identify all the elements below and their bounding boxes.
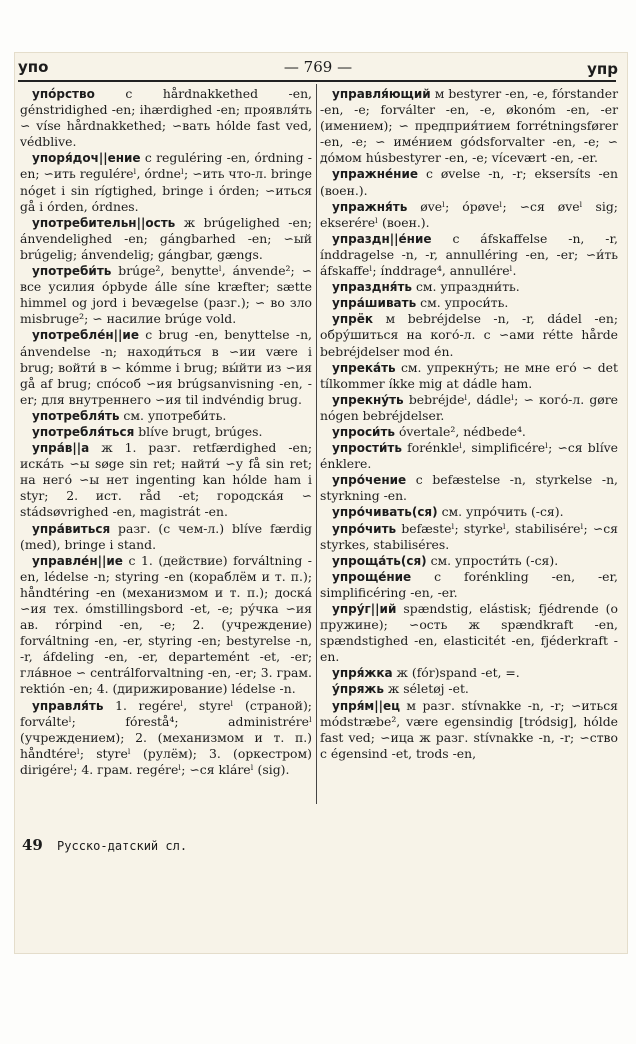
dictionary-entry — [320, 199, 618, 231]
entry-headword: упрости́ть — [332, 441, 402, 456]
entry-headword: употреби́ть — [32, 264, 112, 279]
entry-definition: c 1. (действие) forváltning -en, lédelse -n; styring -en (кораблём и т. п.); håndtéring -en (механизмом и т. п.); доска́ ∽ия тех. ómstillingsbord -et, -e; ру́чка ∽ия ав. rórpind -en, -e; 2. (учреждение) forváltning -en, -er, styring -en; bestyrelse -n, -r, áfdeling -en, -er, departemént -et, -er; гла́вное ∽ centrálforvaltning -en, -er; 3. грам. rektión -en; 4. (дирижирование) lédelse -n. — [20, 552, 312, 697]
entry-definition: см. употреби́ть. — [123, 407, 227, 423]
entry-headword: упра́шивать — [332, 296, 417, 311]
entry-definition: c hårdnakkethed -en, génstridighed -en; ihærdighed -en; проявля́ть ∽ víse hårdnakkethed; ∽вать hólde fast ved, védblive. — [20, 86, 312, 150]
dictionary-entry — [320, 231, 618, 279]
page-footer — [22, 836, 322, 854]
entry-definition: c áfskaffelse -n, -r, índdragelse -n, -r, annulléring -en, -er; ∽и́ть áfskaffeˡ; índdrage⁴, annulléreˡ. — [320, 230, 618, 279]
entry-definition: befæsteˡ; styrkeˡ, stabiliséreˡ; ∽ся styrkes, stabiliséres. — [320, 520, 618, 552]
entry-definition: разг. (с чем-л.) blíve færdig (med), bringe i stand. — [20, 520, 312, 552]
entry-definition: c brug -en, benyttelse -n, ánvendelse -n; находи́ться в ∽ии være i brug; войти́ в ∽ kómme i brug; вы́йти из ∽ия gå af brug; спо́соб ∽ия brúgsanvisning -en, -er; для внутреннего ∽ия til indvéndig brug. — [20, 327, 312, 407]
dictionary-entry — [20, 150, 312, 214]
entry-definition: spændstig, elástisk; fjédrende (о пружине); ∽ость ж spændkraft -en, spændstighed -en, elasticitét -en, fjéderkraft -en. — [320, 601, 618, 665]
dictionary-entry — [20, 215, 312, 263]
entry-definition: óvertale², nédbede⁴. — [398, 423, 526, 439]
dictionary-entry — [20, 408, 312, 424]
dictionary-entry — [320, 279, 618, 295]
entry-definition: ж brúgelighed -en; ánvendelighed -en; gángbarhed -en; ∽ый brúgelig; ánvendelig; gángbar, gængs. — [20, 214, 312, 262]
entry-definition: см. упроси́ть. — [420, 295, 509, 311]
entry-headword: упроща́ть(ся) — [332, 553, 427, 568]
dictionary-entry — [20, 86, 312, 150]
entry-headword: упражня́ть — [332, 199, 408, 214]
page-number: — 769 — — [283, 58, 353, 76]
entry-definition: см. упраздни́ть. — [415, 279, 520, 295]
right-column — [320, 86, 618, 762]
entry-headword: упра́виться — [32, 521, 111, 536]
left-column — [20, 86, 312, 778]
dictionary-entry — [320, 424, 618, 440]
entry-definition: м bebréjdelse -n, -r, dádel -en; обру́шиться на кого́-л. с ∽ами rétte hårde bebréjdelser mod én. — [320, 311, 618, 359]
dictionary-entry — [320, 311, 618, 359]
entry-headword: упрека́ть — [332, 360, 396, 375]
entry-definition: ж séletøj -et. — [387, 681, 469, 697]
dictionary-entry — [320, 601, 618, 665]
dictionary-entry — [20, 521, 312, 553]
running-header — [18, 58, 618, 80]
header-left-guide-word: упо — [18, 58, 49, 76]
entry-headword: упро́чить — [332, 521, 397, 536]
dictionary-entry — [320, 472, 618, 504]
entry-headword: упроси́ть — [332, 424, 396, 439]
entry-headword: упря́м||ец — [332, 698, 401, 713]
dictionary-entry — [320, 665, 618, 681]
dictionary-entry — [20, 553, 312, 698]
dictionary-entry — [320, 360, 618, 392]
entry-definition: c øvelse -n, -r; eksersíts -en (воен.). — [320, 166, 618, 198]
entry-headword: управле́н||ие — [32, 553, 123, 568]
entry-definition: øveˡ; ópøveˡ; ∽ся øveˡ sig; ekseréreˡ (воен.). — [320, 198, 618, 230]
entry-headword: упрекну́ть — [332, 392, 404, 407]
dictionary-entry — [320, 553, 618, 569]
dictionary-entry — [320, 504, 618, 520]
dictionary-entry — [20, 440, 312, 520]
entry-definition: brúge², benytteˡ, ánvende²; ∽ все усилия ópbyde álle síne kræfter; sætte himmel og jord i bevægelse (разг.); ∽ во зло misbruge²; ∽ насилие brúge vold. — [20, 263, 312, 327]
dictionary-entry — [320, 521, 618, 553]
entry-headword: употребле́н||ие — [32, 328, 139, 343]
entry-headword: упраздн||е́ние — [332, 231, 432, 246]
entry-headword: употребительн||ость — [32, 215, 176, 230]
dictionary-entry — [20, 698, 312, 778]
header-right-guide-word: упр — [587, 60, 618, 78]
footer-title: Русско-датский сл. — [57, 839, 188, 853]
dictionary-entry — [20, 424, 312, 440]
entry-definition: forénkleˡ, simplificéreˡ; ∽ся blíve énklere. — [320, 440, 618, 472]
dictionary-entry — [20, 327, 312, 407]
entry-headword: упро́чение — [332, 473, 407, 488]
entry-headword: упрёк — [332, 312, 373, 327]
entry-headword: упоря́доч||ение — [32, 151, 141, 166]
dictionary-entry — [320, 569, 618, 601]
entry-headword: упро́чивать(ся) — [332, 505, 438, 520]
entry-definition: c befæstelse -n, styrkelse -n, styrkning -en. — [320, 472, 618, 504]
entry-headword: упóрство — [32, 87, 95, 101]
entry-definition: c forénkling -en, -er, simplificéring -en, -er. — [320, 568, 618, 600]
entry-definition: 1. regéreˡ, styreˡ (страной); forválteˡ; fórestå⁴; administréreˡ (учреждением); 2. (механизмом и т. п.) håndtéreˡ; styreˡ (рулём); 3. (оркестром) dirigéreˡ; 4. грам. regéreˡ; ∽ся kláreˡ (sig). — [20, 697, 312, 777]
entry-definition: см. упрекну́ть; не мне его́ ∽ det tílkommer íkke mig at dádle ham. — [320, 359, 618, 391]
entry-definition: blíve brugt, brúges. — [138, 423, 263, 439]
dictionary-entry — [320, 392, 618, 424]
entry-headword: управля́ть — [32, 698, 104, 713]
entry-definition: см. упро́чить (-ся). — [441, 504, 564, 520]
dictionary-entry — [320, 86, 618, 166]
entry-headword: употребля́ть — [32, 408, 120, 423]
sheet-number: 49 — [22, 836, 43, 854]
dictionary-entry — [320, 295, 618, 311]
entry-headword: упра́в||а — [32, 441, 90, 456]
entry-headword: упру́г||ий — [332, 602, 397, 616]
dictionary-entry — [320, 440, 618, 472]
entry-headword: у́пряжь — [332, 682, 384, 697]
dictionary-entry — [320, 166, 618, 198]
dictionary-entry — [320, 681, 618, 697]
entry-definition: ж 1. разг. retfærdighed -en; иска́ть ∽ы søge sin ret; найти́ ∽у få sin ret; на него́ ∽ы нет ingenting kan hólde ham i styr; 2. ист. råd -et; городска́я ∽ stádsøvrighed -en, magistrát -en. — [20, 440, 312, 520]
entry-headword: упраздня́ть — [332, 280, 413, 295]
dictionary-entry — [320, 698, 618, 762]
entry-definition: c reguléring -en, órdning -en; ∽ить reguléreˡ, órdneˡ; ∽ить что-л. bringe nóget i sin rígtighed, bringe i órden; ∽иться gå i órden, órdnes. — [20, 150, 312, 214]
entry-definition: bebréjdeˡ, dádleˡ; ∽ кого́-л. gøre nógen bebréjdelser. — [320, 391, 618, 423]
entry-headword: упроще́ние — [332, 569, 412, 584]
entry-headword: управля́ющий — [332, 87, 431, 101]
dictionary-entry — [20, 263, 312, 327]
entry-headword: употребля́ться — [32, 424, 135, 439]
entry-definition: см. упрости́ть (-ся). — [430, 552, 559, 568]
entry-definition: м разг. stívnakke -n, -r; ∽иться módstræbe², være egensindig [tródsig], hólde fast ved; ∽ица ж разг. stívnakke -n, -r; ∽ство c égensind -et, trods -en, — [320, 697, 618, 761]
entry-headword: упря́жка — [332, 666, 393, 681]
entry-headword: упражне́ние — [332, 167, 419, 182]
header-rule — [18, 80, 616, 82]
column-divider — [316, 84, 317, 804]
entry-definition: м bestyrer -en, -e, fórstander -en, -e; forválter -en, -e, økonóm -en, -er (имением); ∽ предприя́тием forrétningsfører -en, -e; ∽ име́нием gódsforvalter -en, -e; ∽ до́мом húsbestyrer -en, -e; vícevært -en, -er. — [320, 86, 618, 166]
entry-definition: ж (fór)spand -et, =. — [396, 665, 520, 681]
